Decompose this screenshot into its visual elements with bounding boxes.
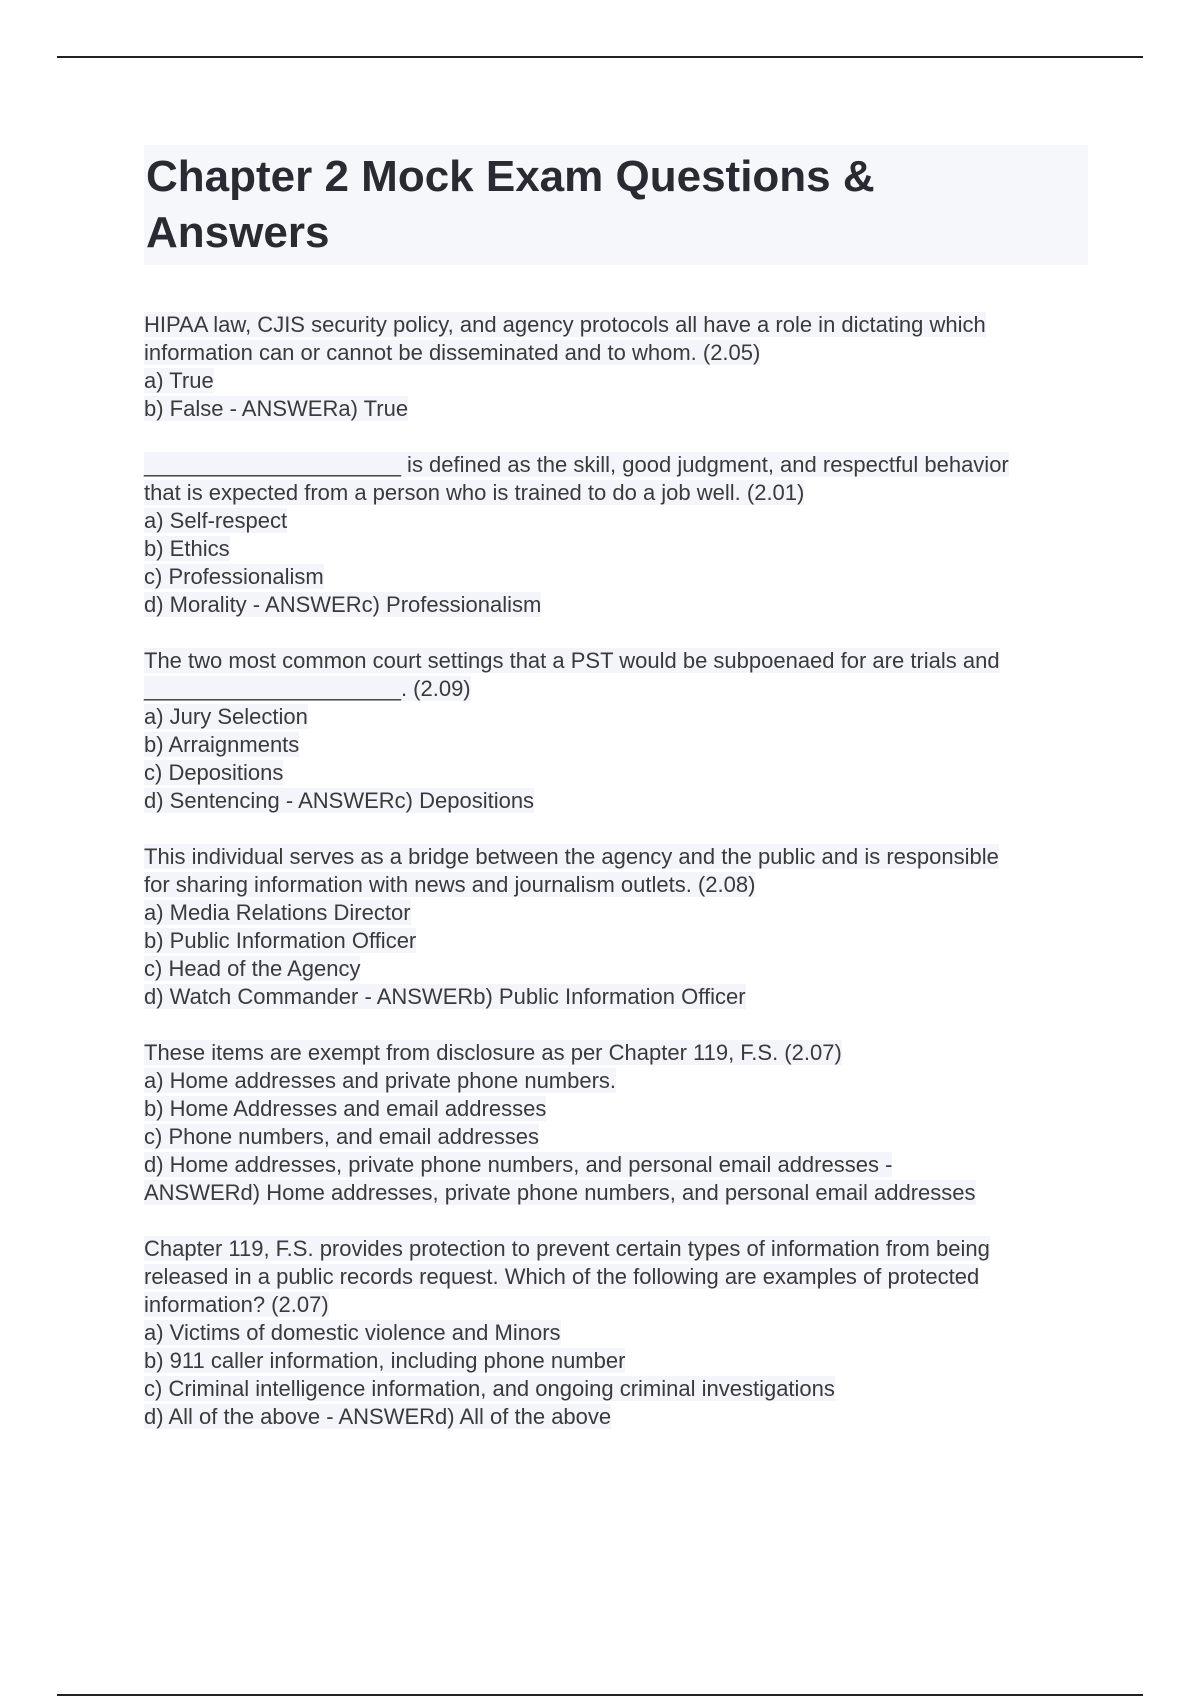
line-text: These items are exempt from disclosure as per Chapter 119, F.S. (2.07): [144, 1040, 842, 1065]
question-line: [144, 843, 1088, 871]
line-text: Chapter 119, F.S. provides protection to prevent certain types of information from being: [144, 1236, 990, 1261]
line-text: d) All of the above - ANSWERd) All of the above: [144, 1404, 612, 1429]
question-line: [144, 1039, 1088, 1067]
line-text: a) Media Relations Director: [144, 900, 411, 925]
answer-line: [144, 1179, 1088, 1207]
line-text: d) Morality - ANSWERc) Professionalism: [144, 592, 542, 617]
line-text: b) 911 caller information, including phone number: [144, 1348, 626, 1373]
line-text: b) False - ANSWERa) True: [144, 396, 409, 421]
line-text: a) Jury Selection: [144, 704, 308, 729]
line-text: for sharing information with news and journalism outlets. (2.08): [144, 872, 756, 897]
line-text: a) Self-respect: [144, 508, 288, 533]
question-line: [144, 1291, 1088, 1319]
question-line: [144, 703, 1088, 731]
question-line: [144, 1067, 1088, 1095]
question-line: [144, 1347, 1088, 1375]
question-line: [144, 899, 1088, 927]
question-block: [144, 1039, 1088, 1207]
line-text: b) Public Information Officer: [144, 928, 417, 953]
answer-line: [144, 787, 1088, 815]
line-text: information can or cannot be disseminated and to whom. (2.05): [144, 340, 761, 365]
line-text: c) Professionalism: [144, 564, 324, 589]
page-title-line-2: Answers: [146, 208, 330, 257]
line-text: This individual serves as a bridge between the agency and the public and is responsible: [144, 844, 999, 869]
top-rule: [57, 56, 1143, 58]
question-line: [144, 1095, 1088, 1123]
question-line: [144, 759, 1088, 787]
line-text: a) True: [144, 368, 214, 393]
question-line: [144, 535, 1088, 563]
line-text: c) Phone numbers, and email addresses: [144, 1124, 539, 1149]
line-text: a) Victims of domestic violence and Minors: [144, 1320, 561, 1345]
question-line: [144, 731, 1088, 759]
question-line: [144, 927, 1088, 955]
answer-line: [144, 395, 1088, 423]
line-text: d) Sentencing - ANSWERc) Depositions: [144, 788, 535, 813]
line-text: c) Head of the Agency: [144, 956, 361, 981]
question-line: [144, 1263, 1088, 1291]
question-line: [144, 675, 1088, 703]
question-block: [144, 311, 1088, 423]
question-line: [144, 871, 1088, 899]
question-line: [144, 507, 1088, 535]
line-text: _____________________ is defined as the skill, good judgment, and respectful behavior: [144, 452, 1009, 477]
bottom-rule: [57, 1694, 1143, 1696]
line-text: b) Ethics: [144, 536, 230, 561]
question-line: [144, 1235, 1088, 1263]
question-line: [144, 563, 1088, 591]
line-text: a) Home addresses and private phone numbers.: [144, 1068, 617, 1093]
page-title-line-1: Chapter 2 Mock Exam Questions &: [146, 152, 875, 201]
question-line: [144, 367, 1088, 395]
question-line: [144, 1123, 1088, 1151]
question-line: [144, 451, 1088, 479]
question-list: [144, 311, 1088, 1459]
question-line: [144, 339, 1088, 367]
answer-line: [144, 983, 1088, 1011]
line-text: that is expected from a person who is trained to do a job well. (2.01): [144, 480, 805, 505]
question-line: [144, 955, 1088, 983]
line-text: c) Depositions: [144, 760, 284, 785]
answer-line: [144, 591, 1088, 619]
question-block: [144, 647, 1088, 815]
question-block: [144, 1235, 1088, 1431]
line-text: c) Criminal intelligence information, and ongoing criminal investigations: [144, 1376, 835, 1401]
line-text: The two most common court settings that a PST would be subpoenaed for are trials and: [144, 648, 1000, 673]
line-text: HIPAA law, CJIS security policy, and agency protocols all have a role in dictating which: [144, 312, 986, 337]
question-line: [144, 1151, 1088, 1179]
line-text: d) Home addresses, private phone numbers, and personal email addresses -: [144, 1152, 893, 1177]
question-line: [144, 1319, 1088, 1347]
line-text: information? (2.07): [144, 1292, 329, 1317]
question-line: [144, 647, 1088, 675]
question-line: [144, 311, 1088, 339]
line-text: released in a public records request. Which of the following are examples of protected: [144, 1264, 980, 1289]
line-text: b) Home Addresses and email addresses: [144, 1096, 547, 1121]
line-text: b) Arraignments: [144, 732, 300, 757]
question-block: [144, 451, 1088, 619]
question-line: [144, 1375, 1088, 1403]
answer-line: [144, 1403, 1088, 1431]
line-text: d) Watch Commander - ANSWERb) Public Information Officer: [144, 984, 746, 1009]
question-block: [144, 843, 1088, 1011]
page-title: [146, 149, 1086, 261]
title-block: [144, 145, 1088, 265]
line-text: ANSWERd) Home addresses, private phone numbers, and personal email addresses: [144, 1180, 976, 1205]
line-text: _____________________. (2.09): [144, 676, 471, 701]
question-line: [144, 479, 1088, 507]
